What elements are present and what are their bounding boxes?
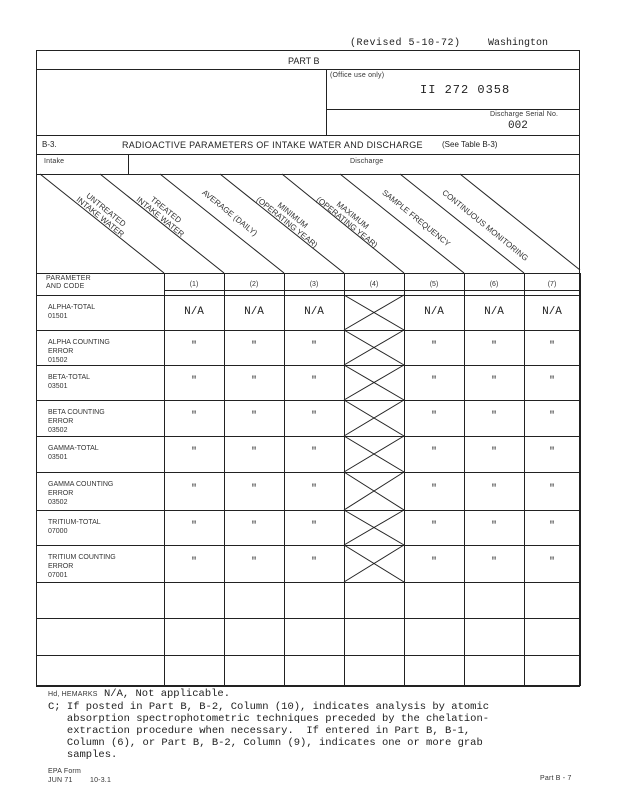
param-header: PARAMETER AND CODE [46,275,91,290]
revised-side: Washington [488,38,549,49]
grid-hline [36,400,580,401]
column-heading: UNTREATED INTAKE WATER [74,191,128,239]
page-ref: Part B - 7 [540,775,572,782]
cell-value: " [250,340,257,352]
cell-value: N/A [542,305,562,318]
grid-hline [36,436,580,437]
part-title: PART B [288,56,320,66]
grid-vline [284,273,285,686]
column-number: (5) [429,281,439,288]
cell-value: " [250,411,257,422]
parameter-label: TRITIUM COUNTING ERROR 07001 [48,554,116,579]
revised-date: (Revised 5-10-72) [350,38,461,49]
cell-value: " [548,375,555,387]
remarks-body: C; If posted in Part B, B-2, Column (10), indicates analysis by atomic absorption spectrophotometric techniques preceded by the chelation- extraction procedure when necessary. If entered in Part B, B-1, Column (6), or Part B, B-2, Column (9), indicates one or more grab samples. [48,701,490,761]
form-version: 10-3.1 [90,777,112,784]
cell-value: " [310,340,317,352]
grid-vline [344,273,345,686]
cell-value: N/A [244,305,264,318]
column-heading: SAMPLE FREQUENCY [380,188,452,249]
cell-value: " [310,447,317,458]
cell-value: " [310,556,317,568]
office-use-label: (Office use only) [330,72,385,79]
parameter-label: BETA COUNTING ERROR 03502 [48,409,105,434]
grid-hline [36,295,580,296]
grid-vline [224,273,225,686]
discharge-serial-label: Discharge Serial No. [490,111,559,118]
cell-value: " [548,411,555,422]
parameter-label: TRITIUM-TOTAL 07000 [48,519,101,535]
column-heading: MINIMUM (OPERATING YEAR) [254,194,320,250]
grid-hline [36,545,580,546]
cell-value: " [430,447,437,458]
grid-hline [36,510,580,511]
remarks-prefix: Hd, HEMARKS [48,691,98,698]
cell-value: " [310,375,317,387]
intake-label: Intake [44,158,65,165]
cell-value: " [490,447,497,458]
grid-hline [36,472,580,473]
cell-value: " [430,375,437,387]
cell-value: " [548,484,555,495]
cell-value: " [430,520,437,532]
form-number: EPA Form [48,768,81,775]
column-number: (2) [249,281,259,288]
discharge-serial: 002 [508,120,528,132]
grid-hline [36,655,580,656]
parameter-label: GAMMA-TOTAL 03501 [48,445,99,461]
cell-value: " [190,484,197,495]
cell-value: " [490,411,497,422]
cell-value: N/A [184,305,204,318]
parameter-label: ALPHA COUNTING ERROR 01502 [48,339,110,364]
grid-vline [164,273,165,686]
cell-value: " [490,375,497,387]
cell-value: " [250,447,257,458]
parameter-label: ALPHA-TOTAL 01501 [48,304,96,320]
column-number: (7) [547,281,557,288]
grid-vline [524,273,525,686]
cell-value: N/A [484,305,504,318]
cell-value: " [190,556,197,568]
cell-value: " [250,375,257,387]
grid-hline [36,330,580,331]
cell-value: " [490,340,497,352]
cell-value: " [190,411,197,422]
form-date: JUN 71 [48,777,73,784]
column-heading: TREATED INTAKE WATER [134,194,186,239]
cell-value: " [250,556,257,568]
column-number: (1) [189,281,199,288]
column-number: (4) [369,281,379,288]
column-number: (3) [309,281,319,288]
discharge-label: Discharge [350,158,384,165]
cell-value: " [430,411,437,422]
cell-value: " [430,340,437,352]
grid-hline [36,365,580,366]
column-heading: AVERAGE (DAILY) [200,188,259,238]
cell-value: " [190,520,197,532]
cell-value: " [310,411,317,422]
section-code: B-3. [42,140,57,149]
section-title: RADIOACTIVE PARAMETERS OF INTAKE WATER AND DISCHARGE [122,140,423,150]
cell-value: " [250,520,257,532]
form-id: II 272 0358 [420,83,511,97]
parameter-label: BETA-TOTAL 03501 [48,374,91,390]
parameter-label: GAMMA COUNTING ERROR 03502 [48,481,114,506]
cell-value: " [310,484,317,495]
cell-value: " [430,556,437,568]
section-note: (See Table B-3) [442,140,498,149]
cell-value: " [250,484,257,495]
cell-value: " [310,520,317,532]
column-heading: CONTINUOUS MONITORING [440,188,530,263]
cell-value: " [490,520,497,532]
na-note: N/A, Not applicable. [104,688,231,700]
column-number: (6) [489,281,499,288]
cell-value: " [490,556,497,568]
cell-value: " [490,484,497,495]
cell-value: N/A [304,305,324,318]
grid-vline [580,273,581,686]
grid-hline [36,618,580,619]
cell-value: " [548,556,555,568]
cell-value: N/A [424,305,444,318]
column-heading: MAXIMUM (OPERATING YEAR) [314,194,380,250]
grid-hline [36,582,580,583]
grid-vline [464,273,465,686]
cell-value: " [190,375,197,387]
cell-value: " [190,340,197,352]
grid-vline [404,273,405,686]
cell-value: " [548,447,555,458]
cell-value: " [548,340,555,352]
cell-value: " [548,520,555,532]
cell-value: " [190,447,197,458]
cell-value: " [430,484,437,495]
